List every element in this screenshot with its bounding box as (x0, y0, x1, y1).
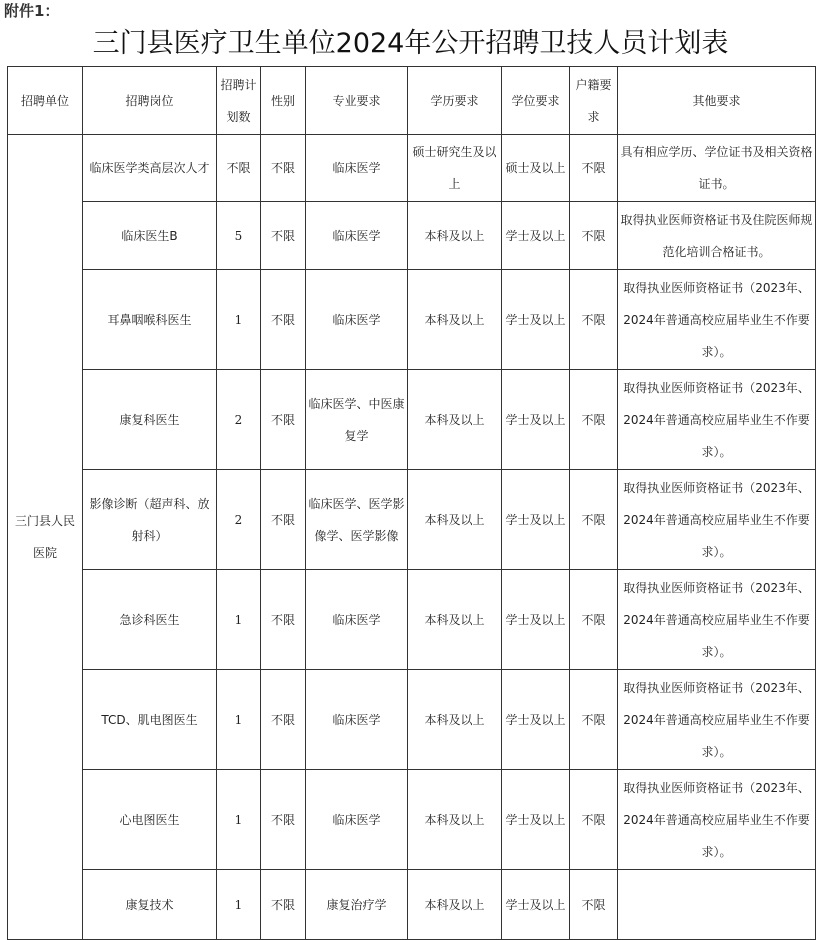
count-cell: 1 (217, 270, 261, 370)
header-major: 专业要求 (306, 67, 408, 135)
other-cell: 取得执业医师资格证书（2023年、2024年普通高校应届毕业生不作要求）。 (618, 770, 816, 870)
table-row (8, 470, 816, 570)
gender-cell: 不限 (261, 870, 306, 940)
major-cell: 临床医学、医学影像学、医学影像 (306, 470, 408, 570)
position-cell: 耳鼻咽喉科医生 (83, 270, 217, 370)
major-cell: 临床医学、中医康复学 (306, 370, 408, 470)
hukou-cell: 不限 (570, 870, 618, 940)
hukou-cell: 不限 (570, 570, 618, 670)
page-title: 三门县医疗卫生单位2024年公开招聘卫技人员计划表 (92, 28, 729, 59)
position-cell: TCD、肌电图医生 (83, 670, 217, 770)
table-row (8, 570, 816, 670)
major-cell: 临床医学 (306, 770, 408, 870)
table-row (8, 370, 816, 470)
major-cell: 临床医学 (306, 670, 408, 770)
education-cell: 本科及以上 (408, 770, 502, 870)
position-cell: 急诊科医生 (83, 570, 217, 670)
count-cell: 1 (217, 670, 261, 770)
major-cell: 临床医学 (306, 270, 408, 370)
degree-cell: 学士及以上 (502, 670, 570, 770)
header-gender: 性别 (261, 67, 306, 135)
table-row (8, 202, 816, 270)
table-row (8, 135, 816, 202)
count-cell: 1 (217, 870, 261, 940)
header-count: 招聘计划数 (217, 67, 261, 135)
education-cell: 本科及以上 (408, 870, 502, 940)
education-cell: 本科及以上 (408, 670, 502, 770)
position-cell: 心电图医生 (83, 770, 217, 870)
other-cell (618, 870, 816, 940)
other-cell: 取得执业医师资格证书（2023年、2024年普通高校应届毕业生不作要求）。 (618, 670, 816, 770)
recruitment-plan-table (7, 66, 816, 940)
degree-cell: 学士及以上 (502, 202, 570, 270)
degree-cell: 学士及以上 (502, 370, 570, 470)
hukou-cell: 不限 (570, 770, 618, 870)
other-cell: 取得执业医师资格证书（2023年、2024年普通高校应届毕业生不作要求）。 (618, 570, 816, 670)
hukou-cell: 不限 (570, 470, 618, 570)
table-row (8, 270, 816, 370)
gender-cell: 不限 (261, 370, 306, 470)
education-cell: 本科及以上 (408, 570, 502, 670)
education-cell: 本科及以上 (408, 270, 502, 370)
hukou-cell: 不限 (570, 270, 618, 370)
major-cell: 康复治疗学 (306, 870, 408, 940)
major-cell: 临床医学 (306, 570, 408, 670)
hukou-cell: 不限 (570, 370, 618, 470)
gender-cell: 不限 (261, 770, 306, 870)
position-cell: 康复科医生 (83, 370, 217, 470)
table-row (8, 870, 816, 940)
header-hukou: 户籍要求 (570, 67, 618, 135)
other-cell: 取得执业医师资格证书（2023年、2024年普通高校应届毕业生不作要求）。 (618, 470, 816, 570)
degree-cell: 硕士及以上 (502, 135, 570, 202)
table-row (8, 770, 816, 870)
education-cell: 硕士研究生及以上 (408, 135, 502, 202)
hukou-cell: 不限 (570, 202, 618, 270)
count-cell: 1 (217, 770, 261, 870)
education-cell: 本科及以上 (408, 470, 502, 570)
count-cell: 1 (217, 570, 261, 670)
attachment-label: 附件1： (4, 2, 60, 20)
other-cell: 取得执业医师资格证书（2023年、2024年普通高校应届毕业生不作要求）。 (618, 370, 816, 470)
gender-cell: 不限 (261, 202, 306, 270)
count-cell: 2 (217, 370, 261, 470)
other-cell: 取得执业医师资格证书（2023年、2024年普通高校应届毕业生不作要求）。 (618, 270, 816, 370)
header-position: 招聘岗位 (83, 67, 217, 135)
count-cell: 2 (217, 470, 261, 570)
education-cell: 本科及以上 (408, 202, 502, 270)
position-cell: 临床医学类高层次人才 (83, 135, 217, 202)
header-degree: 学位要求 (502, 67, 570, 135)
degree-cell: 学士及以上 (502, 270, 570, 370)
position-cell: 影像诊断（超声科、放射科） (83, 470, 217, 570)
other-cell: 取得执业医师资格证书及住院医师规范化培训合格证书。 (618, 202, 816, 270)
table-row (8, 670, 816, 770)
major-cell: 临床医学 (306, 135, 408, 202)
count-cell: 5 (217, 202, 261, 270)
header-other: 其他要求 (618, 67, 816, 135)
header-unit: 招聘单位 (8, 67, 83, 135)
gender-cell: 不限 (261, 270, 306, 370)
degree-cell: 学士及以上 (502, 770, 570, 870)
gender-cell: 不限 (261, 470, 306, 570)
position-cell: 临床医生B (83, 202, 217, 270)
hukou-cell: 不限 (570, 670, 618, 770)
degree-cell: 学士及以上 (502, 570, 570, 670)
table-header-row (8, 67, 816, 135)
position-cell: 康复技术 (83, 870, 217, 940)
hukou-cell: 不限 (570, 135, 618, 202)
degree-cell: 学士及以上 (502, 470, 570, 570)
other-cell: 具有相应学历、学位证书及相关资格证书。 (618, 135, 816, 202)
education-cell: 本科及以上 (408, 370, 502, 470)
count-cell: 不限 (217, 135, 261, 202)
gender-cell: 不限 (261, 670, 306, 770)
header-education: 学历要求 (408, 67, 502, 135)
unit-cell: 三门县人民医院 (8, 135, 83, 940)
degree-cell: 学士及以上 (502, 870, 570, 940)
major-cell: 临床医学 (306, 202, 408, 270)
gender-cell: 不限 (261, 135, 306, 202)
gender-cell: 不限 (261, 570, 306, 670)
